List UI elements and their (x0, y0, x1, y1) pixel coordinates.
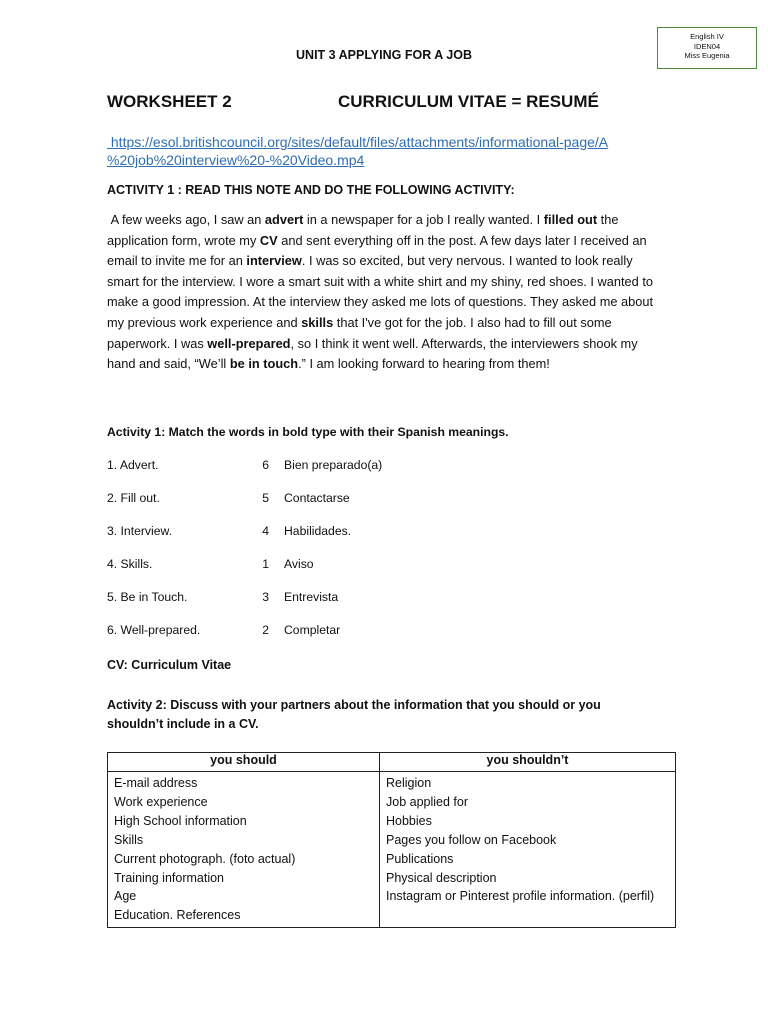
worksheet-number: WORKSHEET 2 (107, 92, 232, 111)
match-word: 2. Fill out. (107, 491, 160, 505)
video-link[interactable] (107, 133, 667, 169)
bold-word-be-in-touch: be in touch (229, 356, 299, 372)
shouldnt-item: Instagram or Pinterest profile information. (perfil) (386, 889, 655, 904)
match-number: 4 (262, 524, 269, 538)
match-number: 3 (262, 590, 269, 604)
shouldnt-item: Job applied for (386, 794, 469, 809)
cv-label: CV: Curriculum Vitae (107, 658, 232, 672)
should-column (108, 772, 380, 928)
bold-word-interview: interview (246, 253, 302, 269)
bold-word-well-prepared: well-prepared (207, 335, 291, 351)
should-item: Skills (114, 832, 144, 847)
should-item: Work experience (114, 794, 208, 809)
para-text: .” I am looking forward to hearing from them! (298, 356, 550, 372)
para-text: . I was so excited, but very nervous. I wanted to look really smart for the interview. I wore a smart suit with a white shirt and my shiny, red shoes. I wanted to make a good impression. At the interview they asked me lots of questions. They asked me about my previous work experience and (107, 253, 654, 330)
unit-title: UNIT 3 APPLYING FOR A JOB (296, 48, 472, 62)
should-item: E-mail address (114, 776, 198, 790)
match-meaning: Contactarse (284, 491, 350, 505)
para-text: that I've got for the job. I also had to fill out some paperwork. I was (107, 314, 612, 351)
should-item: Education. References (114, 908, 241, 923)
shouldnt-item: Physical description (386, 870, 497, 885)
bold-word-advert: advert (264, 212, 304, 227)
match-meaning: Completar (284, 623, 341, 637)
match-word: 5. Be in Touch. (107, 590, 188, 604)
worksheet-title: CURRICULUM VITAE = RESUMÉ (338, 92, 599, 111)
should-item: Age (114, 889, 137, 904)
shouldnt-item: Religion (386, 776, 432, 790)
should-item: High School information (114, 813, 247, 828)
reading-paragraph (107, 210, 667, 375)
match-meaning: Habilidades. (284, 524, 352, 538)
table-body-row (108, 772, 676, 928)
match-word: 3. Interview. (107, 524, 173, 538)
shouldnt-item: Pages you follow on Facebook (386, 832, 557, 847)
course-name: English IV (690, 32, 724, 41)
match-number: 5 (262, 491, 269, 505)
match-word: 4. Skills. (107, 557, 153, 571)
match-number: 1 (262, 557, 269, 571)
activity2-heading: Activity 2: Discuss with your partners about the information that you should or you shouldn’t include in a CV. (107, 698, 601, 731)
bold-word-filled-out: filled out (543, 212, 598, 227)
match-heading: Activity 1: Match the words in bold type with their Spanish meanings. (107, 425, 509, 439)
video-link-line1[interactable]: https://esol.britishcouncil.org/sites/default/files/attachments/informational-page/A (107, 134, 609, 150)
table-header-row (108, 753, 676, 772)
para-text: the application form, wrote my (107, 212, 619, 248)
para-text: A few weeks ago, I saw an (107, 212, 265, 227)
match-word: 1. Advert. (107, 458, 159, 472)
shouldnt-item: Hobbies (386, 813, 432, 828)
match-number: 6 (262, 458, 269, 472)
match-word: 6. Well-prepared. (107, 623, 201, 637)
para-text: , so I think it went well. Afterwards, the interviewers shook my hand and said, “We’ll (107, 335, 638, 372)
shouldnt-item: Publications (386, 851, 454, 866)
header-you-shouldnt: you shouldn’t (380, 753, 676, 772)
should-item: Current photograph. (foto actual) (114, 851, 296, 866)
match-meaning: Aviso (284, 557, 314, 571)
match-number: 2 (262, 623, 269, 637)
header-you-should: you should (108, 753, 380, 772)
video-link-line2[interactable]: %20job%20interview%20-%20Video.mp4 (107, 152, 365, 168)
para-text: and sent everything off in the post. A few days later I received an email to invite me for an (107, 232, 647, 269)
teacher-name: Miss Eugenia (684, 51, 730, 60)
shouldnt-column (380, 772, 676, 928)
match-meaning: Entrevista (284, 590, 339, 604)
activity1-heading: ACTIVITY 1 : READ THIS NOTE AND DO THE FOLLOWING ACTIVITY: (107, 183, 515, 197)
match-meaning: Bien preparado(a) (284, 458, 383, 472)
para-text: in a newspaper for a job I really wanted. I (303, 212, 544, 227)
bold-word-skills: skills (301, 314, 334, 330)
cv-table (107, 752, 676, 928)
should-item: Training information (114, 870, 225, 885)
bold-word-cv: CV (259, 232, 278, 248)
course-code: IDEN04 (693, 41, 721, 51)
